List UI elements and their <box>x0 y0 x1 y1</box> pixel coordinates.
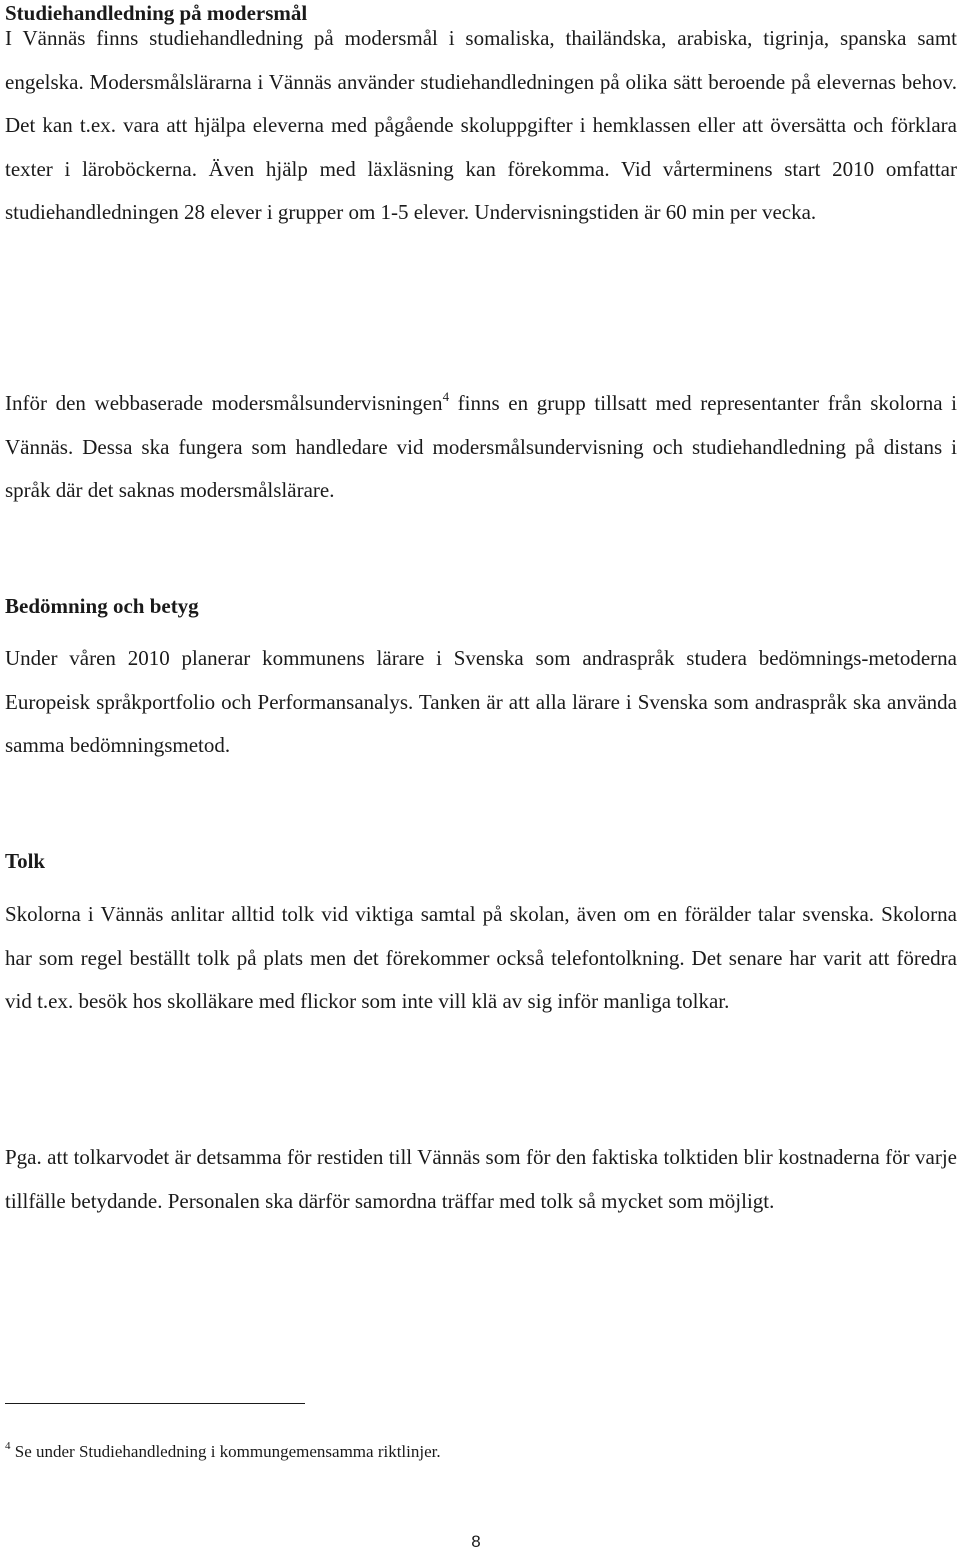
section-heading-studiehandledning: Studiehandledning på modersmål <box>5 1 308 25</box>
footnote-divider <box>5 1403 305 1404</box>
paragraph-studiehandledning-2 <box>5 382 957 513</box>
paragraph-text-before-ref: Inför den webbaserade modersmålsundervisningen <box>5 391 443 415</box>
section-heading-tolk: Tolk <box>5 849 46 873</box>
paragraph-tolk-2: Pga. att tolkarvodet är detsamma för restiden till Vännäs som för den faktiska tolktiden blir kostnaderna för varje tillfälle betydande. Personalen ska därför samordna träffar med tolk så mycket som möjligt. <box>5 1145 957 1213</box>
footnote-number: 4 <box>5 1440 11 1452</box>
footnote-reference: 4 <box>442 389 450 404</box>
paragraph-bedomning: Under våren 2010 planerar kommunens lärare i Svenska som andraspråk studera bedömnings-metoderna Europeisk språkportfolio och Performansanalys. Tanken är att alla lärare i Svenska som andraspråk ska använda samma bedömningsmetod. <box>5 646 957 758</box>
page-number: 8 <box>471 1532 481 1551</box>
section-heading-bedomning: Bedömning och betyg <box>5 594 199 618</box>
paragraph-tolk-1: Skolorna i Vännäs anlitar alltid tolk vid viktiga samtal på skolan, även om en förälder talar svenska. Skolorna har som regel beställt tolk på plats men det förekommer också telefontolkning. Det senare har varit att föredra vid t.ex. besök hos skolläkare med flickor som inte vill klä av sig inför manliga tolkar. <box>5 902 957 1014</box>
paragraph-text-after-ref: finns en grupp tillsatt med representanter från skolorna i Vännäs. Dessa ska fungera som handledare vid modersmålsundervisning och studiehandledning på distans i språk där det saknas modersmålslärare. <box>5 391 957 503</box>
footnote <box>5 1440 441 1464</box>
paragraph-studiehandledning-1: I Vännäs finns studiehandledning på modersmål i somaliska, thailändska, arabiska, tigrinja, spanska samt engelska. Modersmålslärarna i Vännäs använder studiehandledningen på olika sätt beroende på elevernas behov. Det kan t.ex. vara att hjälpa eleverna med pågående skoluppgifter i hemklassen eller att översätta och förklara texter i läroböckerna. Även hjälp med läxläsning kan förekomma. Vid vårterminens start 2010 omfattar studiehandledningen 28 elever i grupper om 1-5 elever. Undervisningstiden är 60 min per vecka. <box>5 26 957 225</box>
footnote-text: Se under Studiehandledning i kommungemensamma riktlinjer. <box>10 1442 441 1461</box>
